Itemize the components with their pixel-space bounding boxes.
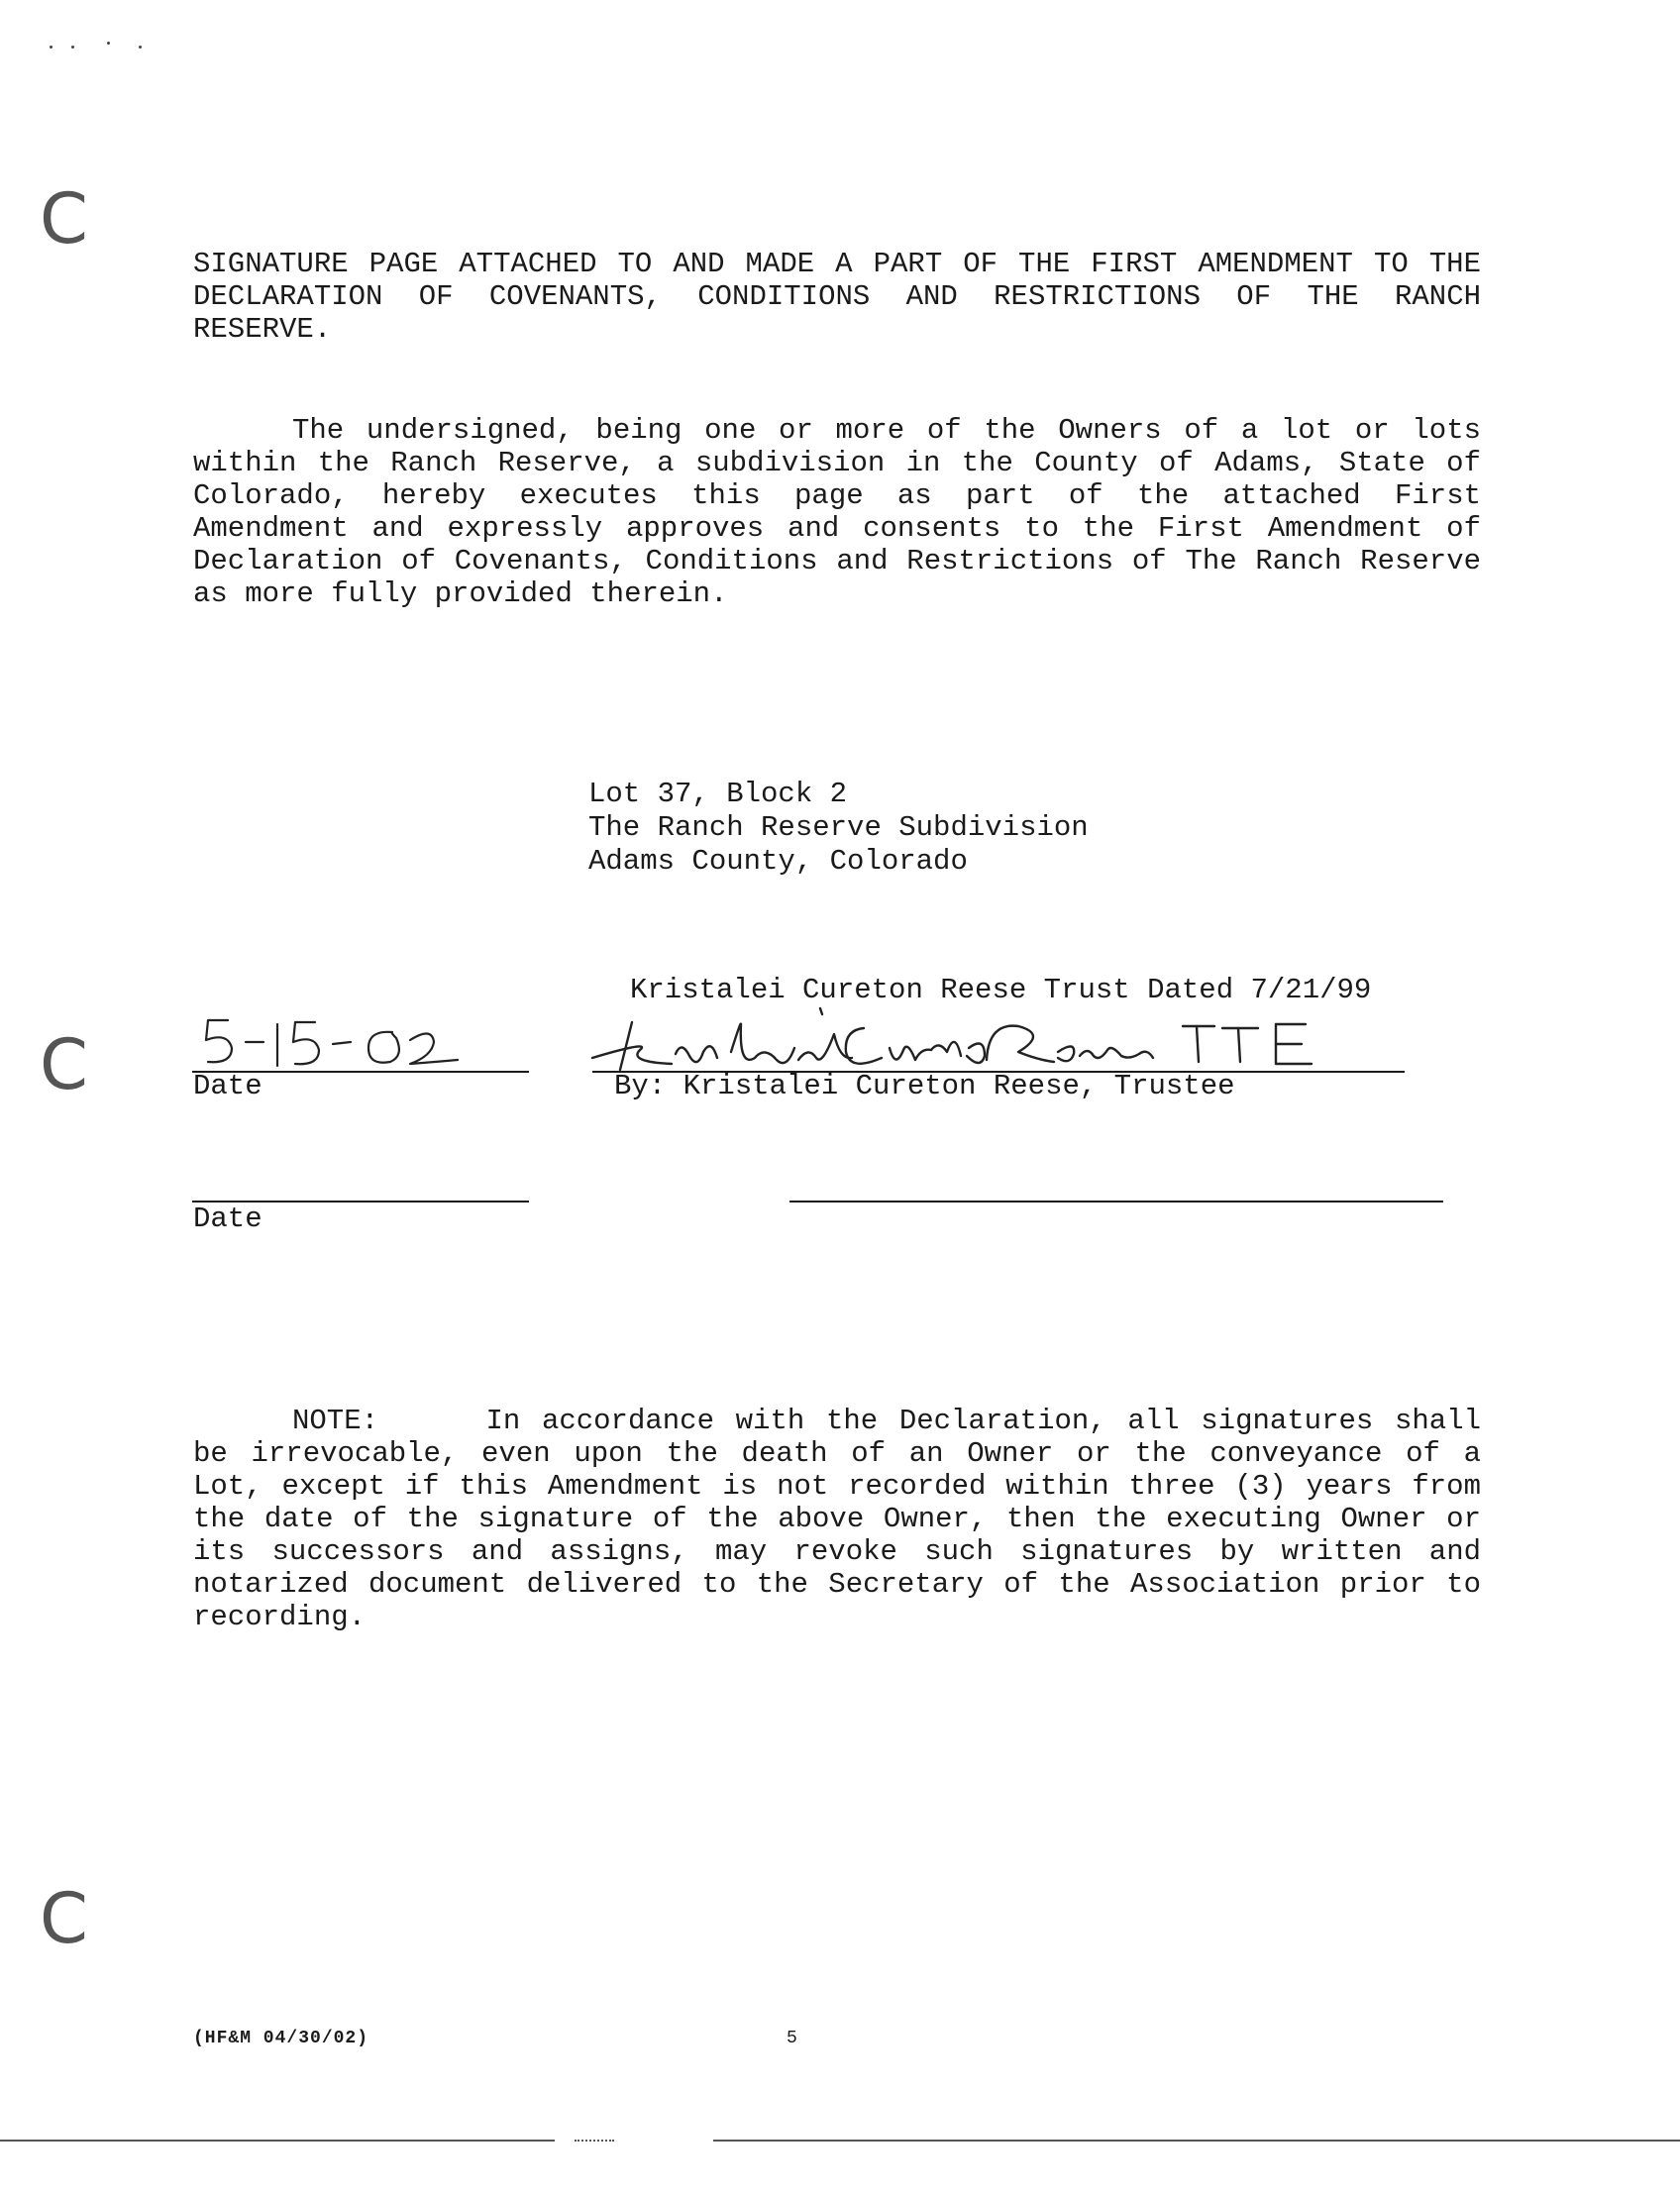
scan-edge-line [0,2140,555,2142]
lot-line-2: The Ranch Reserve Subdivision [588,811,1089,844]
lot-line-3: Adams County, Colorado [588,845,968,878]
scan-speck [50,46,52,49]
scan-speck [71,46,74,49]
scan-edge-line [713,2140,1680,2142]
signer-label: By: Kristalei Cureton Reese, Trustee [614,1070,1235,1102]
document-heading: SIGNATURE PAGE ATTACHED TO AND MADE A PART OF THE FIRST AMENDMENT TO THE DECLARATION OF COVENANTS, CONDITIONS AND RESTRICTIONS OF THE RANCH RESERVE. [193,248,1481,346]
punch-hole-icon: C [40,1878,88,1959]
handwritten-date [198,1012,475,1074]
punch-hole-icon: C [40,1024,88,1105]
scan-edge-line [575,2140,614,2142]
lot-description [588,778,1089,879]
body-paragraph [193,414,1481,610]
scan-speck [139,46,142,49]
note-label: NOTE: [292,1405,379,1437]
trust-name: Kristalei Cureton Reese Trust Dated 7/21/99 [630,974,1372,1006]
owner-signature-line-2 [789,1201,1443,1203]
note-text: In accordance with the Declaration, all signatures shall be irrevocable, even upon the death of an Owner or the conveyance of a Lot, except if this Amendment is not recorded within three (3) years from the date of the signature of the above Owner, then the executing Owner or its successors and assigns, may revoke such signatures by written and notarized document delivered to the Secretary of the Association prior to recording. [193,1405,1481,1633]
punch-hole-icon: C [40,178,88,260]
date-label: Date [193,1070,262,1102]
scan-speck [107,42,110,45]
footer-code: (HF&M 04/30/02) [193,2029,369,2048]
date-label-2: Date [193,1203,262,1235]
note-paragraph [193,1405,1481,1633]
body-text: The undersigned, being one or more of the Owners of a lot or lots within the Ranch Reserve, a subdivision in the County of Adams, State of Colorado, hereby executes this page as part of the attached First Amendment and expressly approves and consents to the First Amendment of Declaration of Covenants, Conditions and Restrictions of The Ranch Reserve as more fully provided therein. [193,414,1481,610]
page-number: 5 [787,2029,797,2048]
lot-line-1: Lot 37, Block 2 [588,778,848,810]
note-text-block [193,1405,1481,1633]
